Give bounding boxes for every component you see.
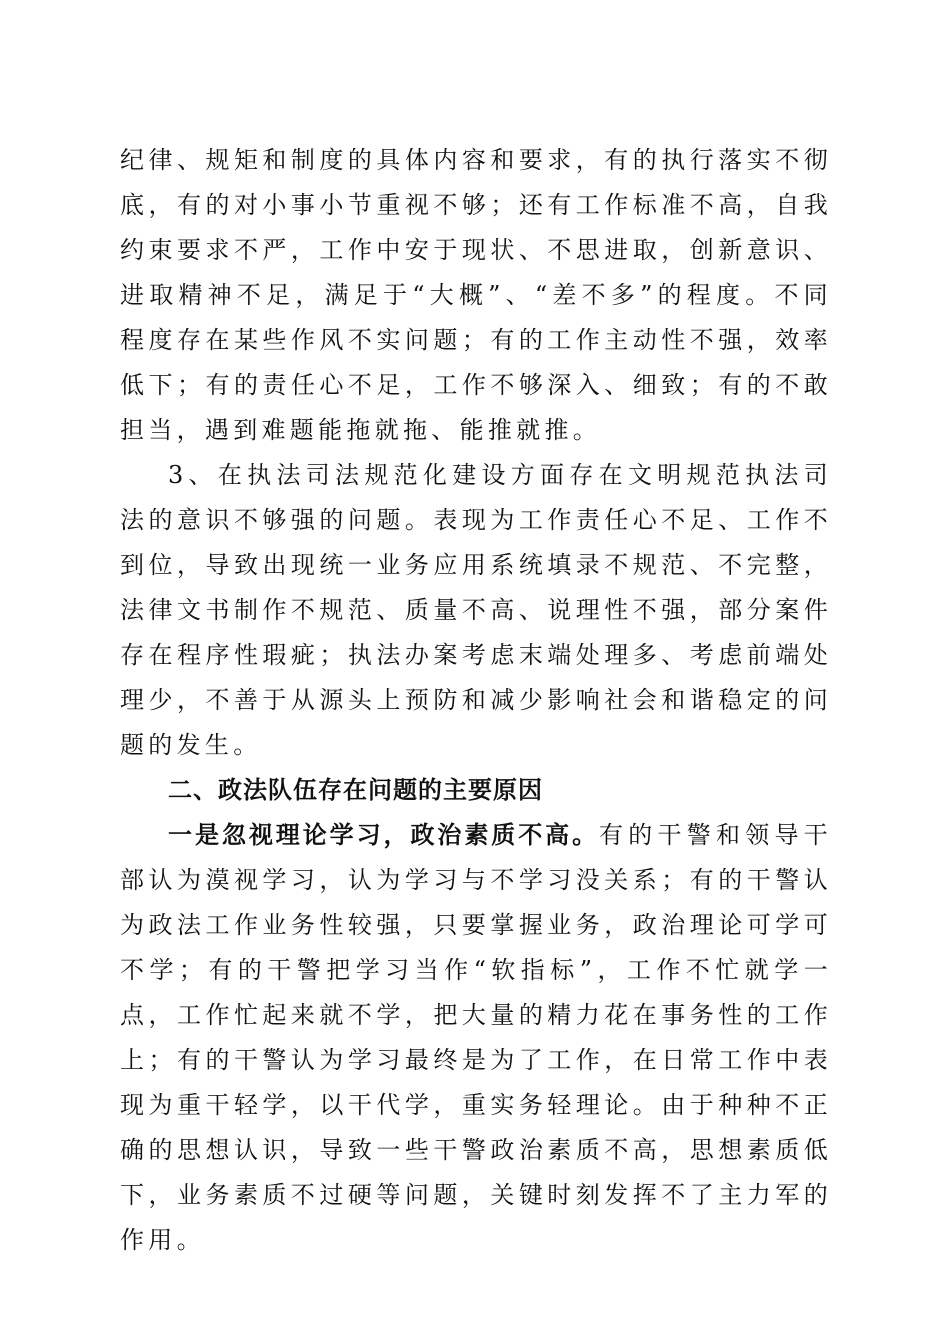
paragraph-theory-study-cause bbox=[120, 813, 832, 1263]
paragraph-lead-sentence: 一是忽视理论学习，政治素质不高。 bbox=[168, 821, 600, 849]
paragraph-body-text: 有的干警和领导干部认为漠视学习，认为学习与不学习没关系；有的干警认为政法工作业务性较强，只要掌握业务，政治理论可学可不学；有的干警把学习当作“软指标”，工作不忙就学一点，工作忙起来就不学，把大量的精力花在事务性的工作上；有的干警认为学习最终是为了工作，在日常工作中表现为重干轻学，以干代学，重实务轻理论。由于种种不正确的思想认识，导致一些干警政治素质不高，思想素质低下，业务素质不过硬等问题，关键时刻发挥不了主力军的作用。 bbox=[120, 821, 833, 1254]
paragraph-discipline-issues: 纪律、规矩和制度的具体内容和要求，有的执行落实不彻底，有的对小事小节重视不够；还有工作标准不高，自我约束要求不严，工作中安于现状、不思进取，创新意识、进取精神不足，满足于“大概”、“差不多”的程度。不同程度存在某些作风不实问题；有的工作主动性不强，效率低下；有的责任心不足，工作不够深入、细致；有的不敢担当，遇到难题能拖就拖、能推就推。 bbox=[120, 146, 832, 444]
section-heading-main-causes: 二、政法队伍存在问题的主要原因 bbox=[168, 776, 543, 804]
paragraph-law-enforcement-issues: 3、在执法司法规范化建设方面存在文明规范执法司法的意识不够强的问题。表现为工作责任心不足、工作不到位，导致出现统一业务应用系统填录不规范、不完整，法律文书制作不规范、质量不高、说理性不强，部分案件存在程序性瑕疵；执法办案考虑末端处理多、考虑前端处理少，不善于从源头上预防和减少影响社会和谐稳定的问题的发生。 bbox=[120, 461, 832, 759]
document-body bbox=[120, 138, 832, 1263]
